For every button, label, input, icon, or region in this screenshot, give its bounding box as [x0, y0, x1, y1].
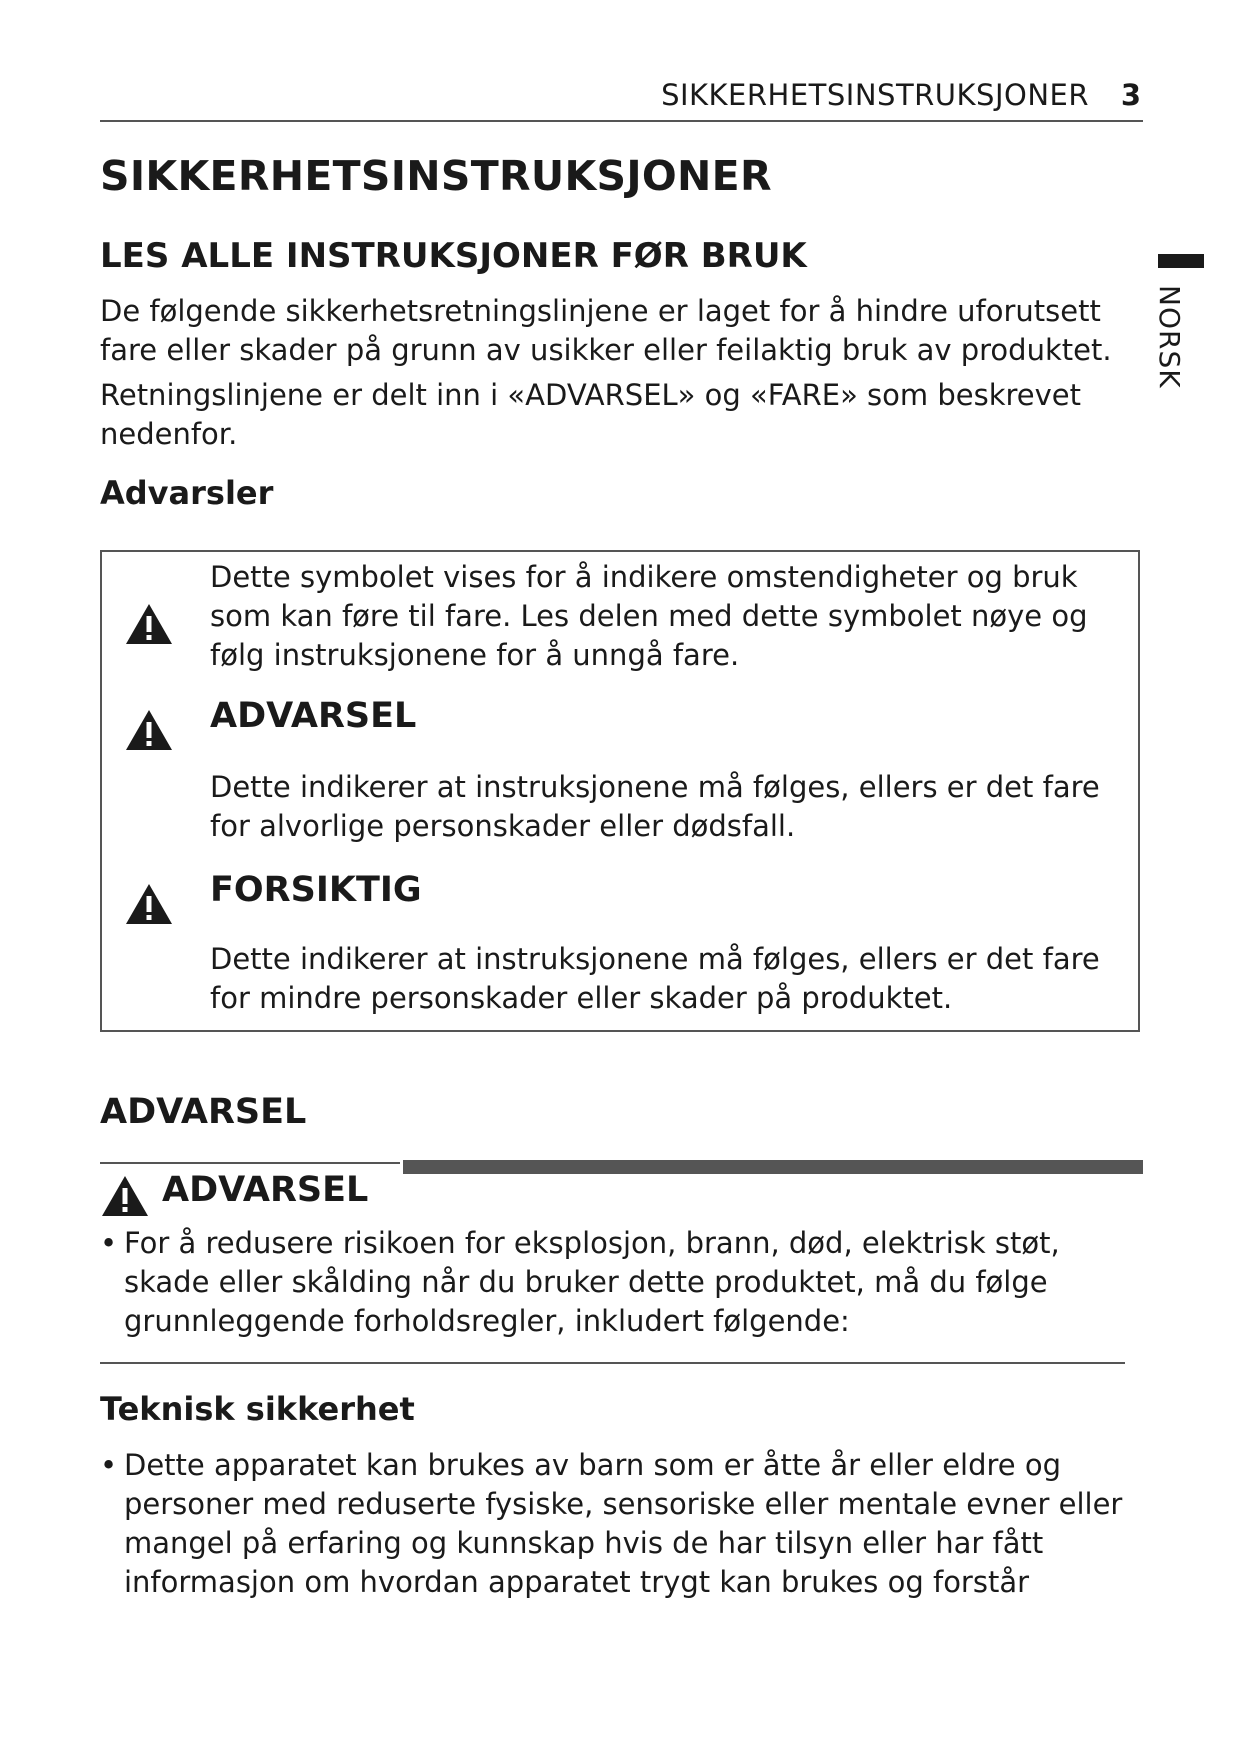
- warning-description: Dette indikerer at instruksjonene må følges, ellers er det fare for alvorlige personskader eller dødsfall.: [210, 770, 1100, 843]
- warning-bullet-text: For å redusere risikoen for eksplosjon, brann, død, elektrisk støt, skade eller skålding når du bruker dette produktet, må du følge grunnleggende forholdsregler, inkludert følgende:: [124, 1226, 1060, 1338]
- divider-thick: [403, 1160, 1143, 1174]
- side-tab-language: NORSK: [1153, 285, 1186, 389]
- caution-label: FORSIKTIG: [210, 870, 422, 910]
- warning-triangle-icon: [124, 602, 174, 646]
- divider-end: [100, 1362, 1125, 1364]
- warning-triangle-icon: [100, 1174, 150, 1218]
- page-title: SIKKERHETSINSTRUKSJONER: [100, 152, 772, 200]
- warning-section-heading: ADVARSEL: [100, 1092, 307, 1132]
- caution-description: Dette indikerer at instruksjonene må følges, ellers er det fare for mindre personskader eller skader på produktet.: [210, 942, 1100, 1015]
- divider-thin: [100, 1162, 400, 1164]
- bullet-point: •: [100, 1448, 118, 1482]
- caution-triangle-icon: [124, 882, 174, 926]
- running-header: [100, 72, 1143, 122]
- list-item: [100, 1224, 1150, 1341]
- symbol-description: Dette symbolet vises for å indikere omstendigheter og bruk som kan føre til fare. Les delen med dette symbolet nøye og følg instruksjonene for å unngå fare.: [210, 560, 1088, 672]
- bullet-point: •: [100, 1226, 118, 1260]
- technical-bullet-text: Dette apparatet kan brukes av barn som er åtte år eller eldre og personer med reduserte fysiske, sensoriske eller mentale evner eller mangel på erfaring og kunnskap hvis de har tilsyn eller har fått informasjon om hvordan apparatet trygt kan brukes og forstår: [124, 1448, 1123, 1599]
- intro-paragraph-2: Retningslinjene er delt inn i «ADVARSEL» og «FARE» som beskrevet nedenfor.: [100, 378, 1082, 451]
- list-item: [100, 1446, 1150, 1602]
- warning-label: ADVARSEL: [210, 696, 417, 736]
- page-subtitle: LES ALLE INSTRUKSJONER FØR BRUK: [100, 236, 807, 276]
- technical-safety-heading: Teknisk sikkerhet: [100, 1390, 415, 1428]
- warnings-heading: Advarsler: [100, 474, 274, 512]
- side-tab-bar: [1158, 254, 1204, 268]
- page-number: 3: [1120, 78, 1141, 112]
- warning-box-label: ADVARSEL: [162, 1170, 369, 1210]
- running-header-title: SIKKERHETSINSTRUKSJONER: [661, 78, 1089, 112]
- intro-paragraph-1: De følgende sikkerhetsretningslinjene er laget for å hindre uforutsett fare eller skader på grunn av usikker eller feilaktig bruk av produktet.: [100, 294, 1112, 367]
- safety-legend-box: [100, 550, 1140, 1032]
- warning-triangle-icon: [124, 708, 174, 752]
